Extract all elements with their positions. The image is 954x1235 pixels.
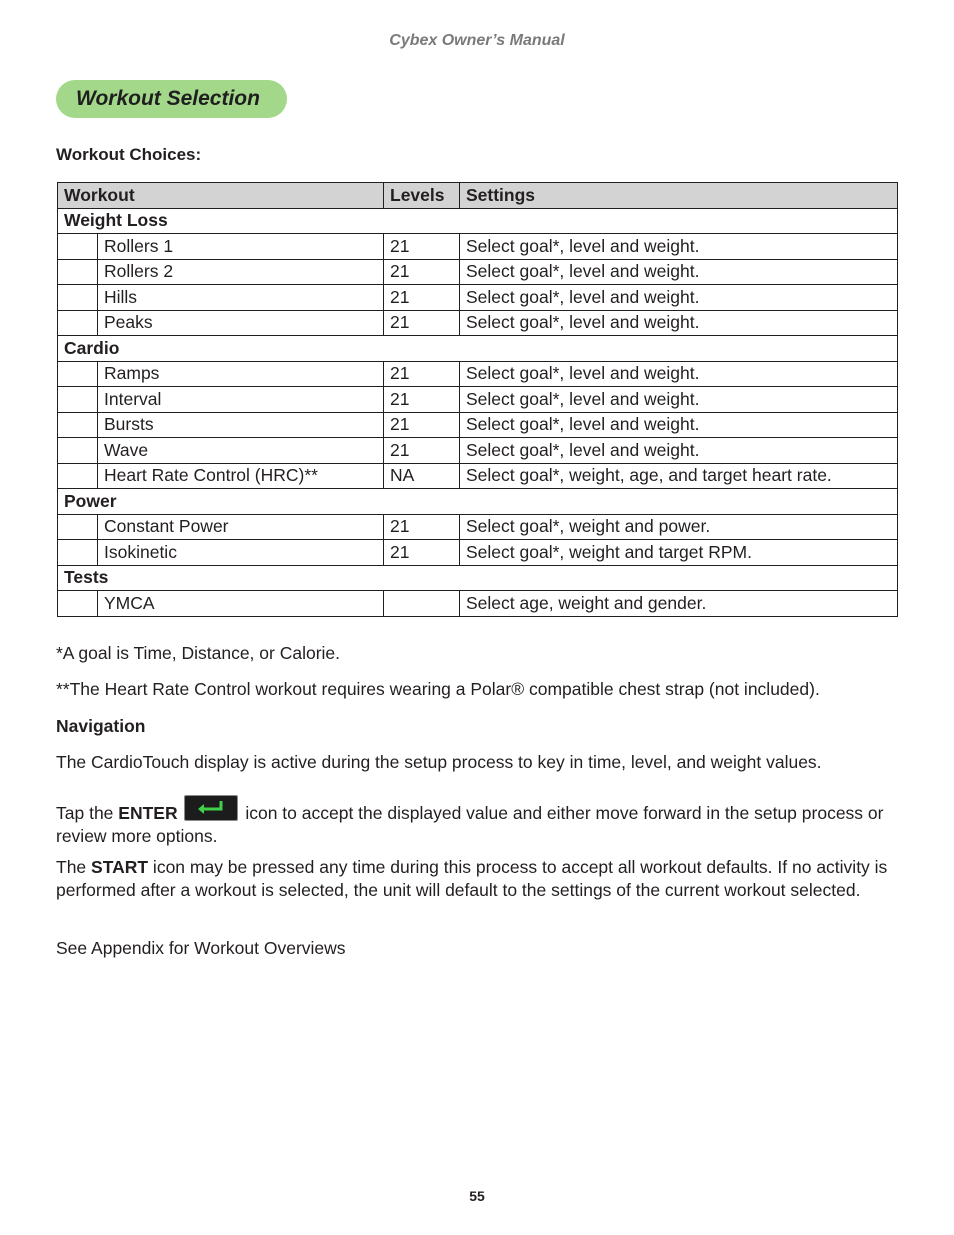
workout-cell: Ramps	[98, 361, 384, 387]
settings-cell: Select goal*, level and weight.	[460, 285, 898, 311]
enter-icon	[184, 795, 238, 821]
settings-cell: Select goal*, level and weight.	[460, 438, 898, 464]
table-row	[58, 591, 898, 617]
enter-arrow-graphic	[191, 799, 231, 817]
section-title: Workout Selection	[76, 87, 260, 110]
group-name: Weight Loss	[58, 208, 898, 234]
indent-cell	[58, 310, 98, 336]
navigation-paragraph-3	[56, 856, 896, 902]
manual-title: Cybex Owner’s Manual	[389, 32, 565, 49]
workout-cell: Hills	[98, 285, 384, 311]
levels-cell: 21	[384, 259, 460, 285]
section-title-badge	[56, 80, 287, 118]
workout-table	[57, 182, 898, 617]
navigation-paragraph-1: The CardioTouch display is active during the setup process to key in time, level, and weight values.	[56, 752, 822, 772]
workout-cell: Isokinetic	[98, 540, 384, 566]
workout-cell: Rollers 1	[98, 234, 384, 260]
settings-cell: Select goal*, level and weight.	[460, 234, 898, 260]
levels-cell: 21	[384, 285, 460, 311]
workout-choices-label: Workout Choices:	[56, 145, 202, 164]
workout-cell: Wave	[98, 438, 384, 464]
table-body	[58, 208, 898, 616]
p3-suffix: icon may be pressed any time during this process to accept all workout defaults. If no activity is performed after a workout is selected, the unit will default to the settings of the current workout selected.	[56, 857, 888, 900]
indent-cell	[58, 591, 98, 617]
table-row	[58, 387, 898, 413]
table-row	[58, 540, 898, 566]
header-settings: Settings	[460, 183, 898, 209]
table-header-row	[58, 183, 898, 209]
table-row	[58, 285, 898, 311]
levels-cell: 21	[384, 438, 460, 464]
indent-cell	[58, 463, 98, 489]
table-row	[58, 463, 898, 489]
levels-cell	[384, 591, 460, 617]
table-row	[58, 234, 898, 260]
settings-cell: Select goal*, level and weight.	[460, 412, 898, 438]
workout-cell: Peaks	[98, 310, 384, 336]
settings-cell: Select goal*, weight, age, and target heart rate.	[460, 463, 898, 489]
group-name: Tests	[58, 565, 898, 591]
levels-cell: NA	[384, 463, 460, 489]
footnote-hrc: **The Heart Rate Control workout requires wearing a Polar® compatible chest strap (not included).	[56, 679, 820, 699]
levels-cell: 21	[384, 310, 460, 336]
indent-cell	[58, 285, 98, 311]
settings-cell: Select age, weight and gender.	[460, 591, 898, 617]
workout-cell: YMCA	[98, 591, 384, 617]
workout-cell: Bursts	[98, 412, 384, 438]
table-row	[58, 514, 898, 540]
indent-cell	[58, 259, 98, 285]
p2-prefix: Tap the	[56, 803, 119, 823]
settings-cell: Select goal*, level and weight.	[460, 387, 898, 413]
p3-prefix: The	[56, 857, 92, 877]
indent-cell	[58, 438, 98, 464]
workout-cell: Rollers 2	[98, 259, 384, 285]
header-levels: Levels	[384, 183, 460, 209]
page-number: 55	[469, 1188, 485, 1204]
footnote-goal: *A goal is Time, Distance, or Calorie.	[56, 643, 341, 663]
table-row	[58, 310, 898, 336]
workout-cell: Heart Rate Control (HRC)**	[98, 463, 384, 489]
levels-cell: 21	[384, 514, 460, 540]
workout-cell: Interval	[98, 387, 384, 413]
table-row	[58, 438, 898, 464]
table-row	[58, 259, 898, 285]
settings-cell: Select goal*, weight and power.	[460, 514, 898, 540]
levels-cell: 21	[384, 361, 460, 387]
navigation-paragraph-2	[56, 795, 896, 848]
group-name: Power	[58, 489, 898, 515]
indent-cell	[58, 387, 98, 413]
table-group-row	[58, 336, 898, 362]
settings-cell: Select goal*, weight and target RPM.	[460, 540, 898, 566]
navigation-heading: Navigation	[56, 716, 146, 736]
group-name: Cardio	[58, 336, 898, 362]
settings-cell: Select goal*, level and weight.	[460, 361, 898, 387]
table-group-row	[58, 208, 898, 234]
table-group-row	[58, 489, 898, 515]
settings-cell: Select goal*, level and weight.	[460, 259, 898, 285]
p2-suffix: icon to accept the displayed value and either move forward in the setup process or review more options.	[56, 803, 884, 846]
levels-cell: 21	[384, 412, 460, 438]
settings-cell: Select goal*, level and weight.	[460, 310, 898, 336]
table-row	[58, 361, 898, 387]
levels-cell: 21	[384, 540, 460, 566]
appendix-note: See Appendix for Workout Overviews	[56, 938, 346, 958]
indent-cell	[58, 234, 98, 260]
start-label: START	[91, 857, 149, 877]
table-row	[58, 412, 898, 438]
indent-cell	[58, 540, 98, 566]
indent-cell	[58, 514, 98, 540]
indent-cell	[58, 361, 98, 387]
workout-cell: Constant Power	[98, 514, 384, 540]
header-workout: Workout	[58, 183, 384, 209]
enter-label: ENTER	[118, 803, 178, 823]
levels-cell: 21	[384, 234, 460, 260]
indent-cell	[58, 412, 98, 438]
levels-cell: 21	[384, 387, 460, 413]
table-group-row	[58, 565, 898, 591]
